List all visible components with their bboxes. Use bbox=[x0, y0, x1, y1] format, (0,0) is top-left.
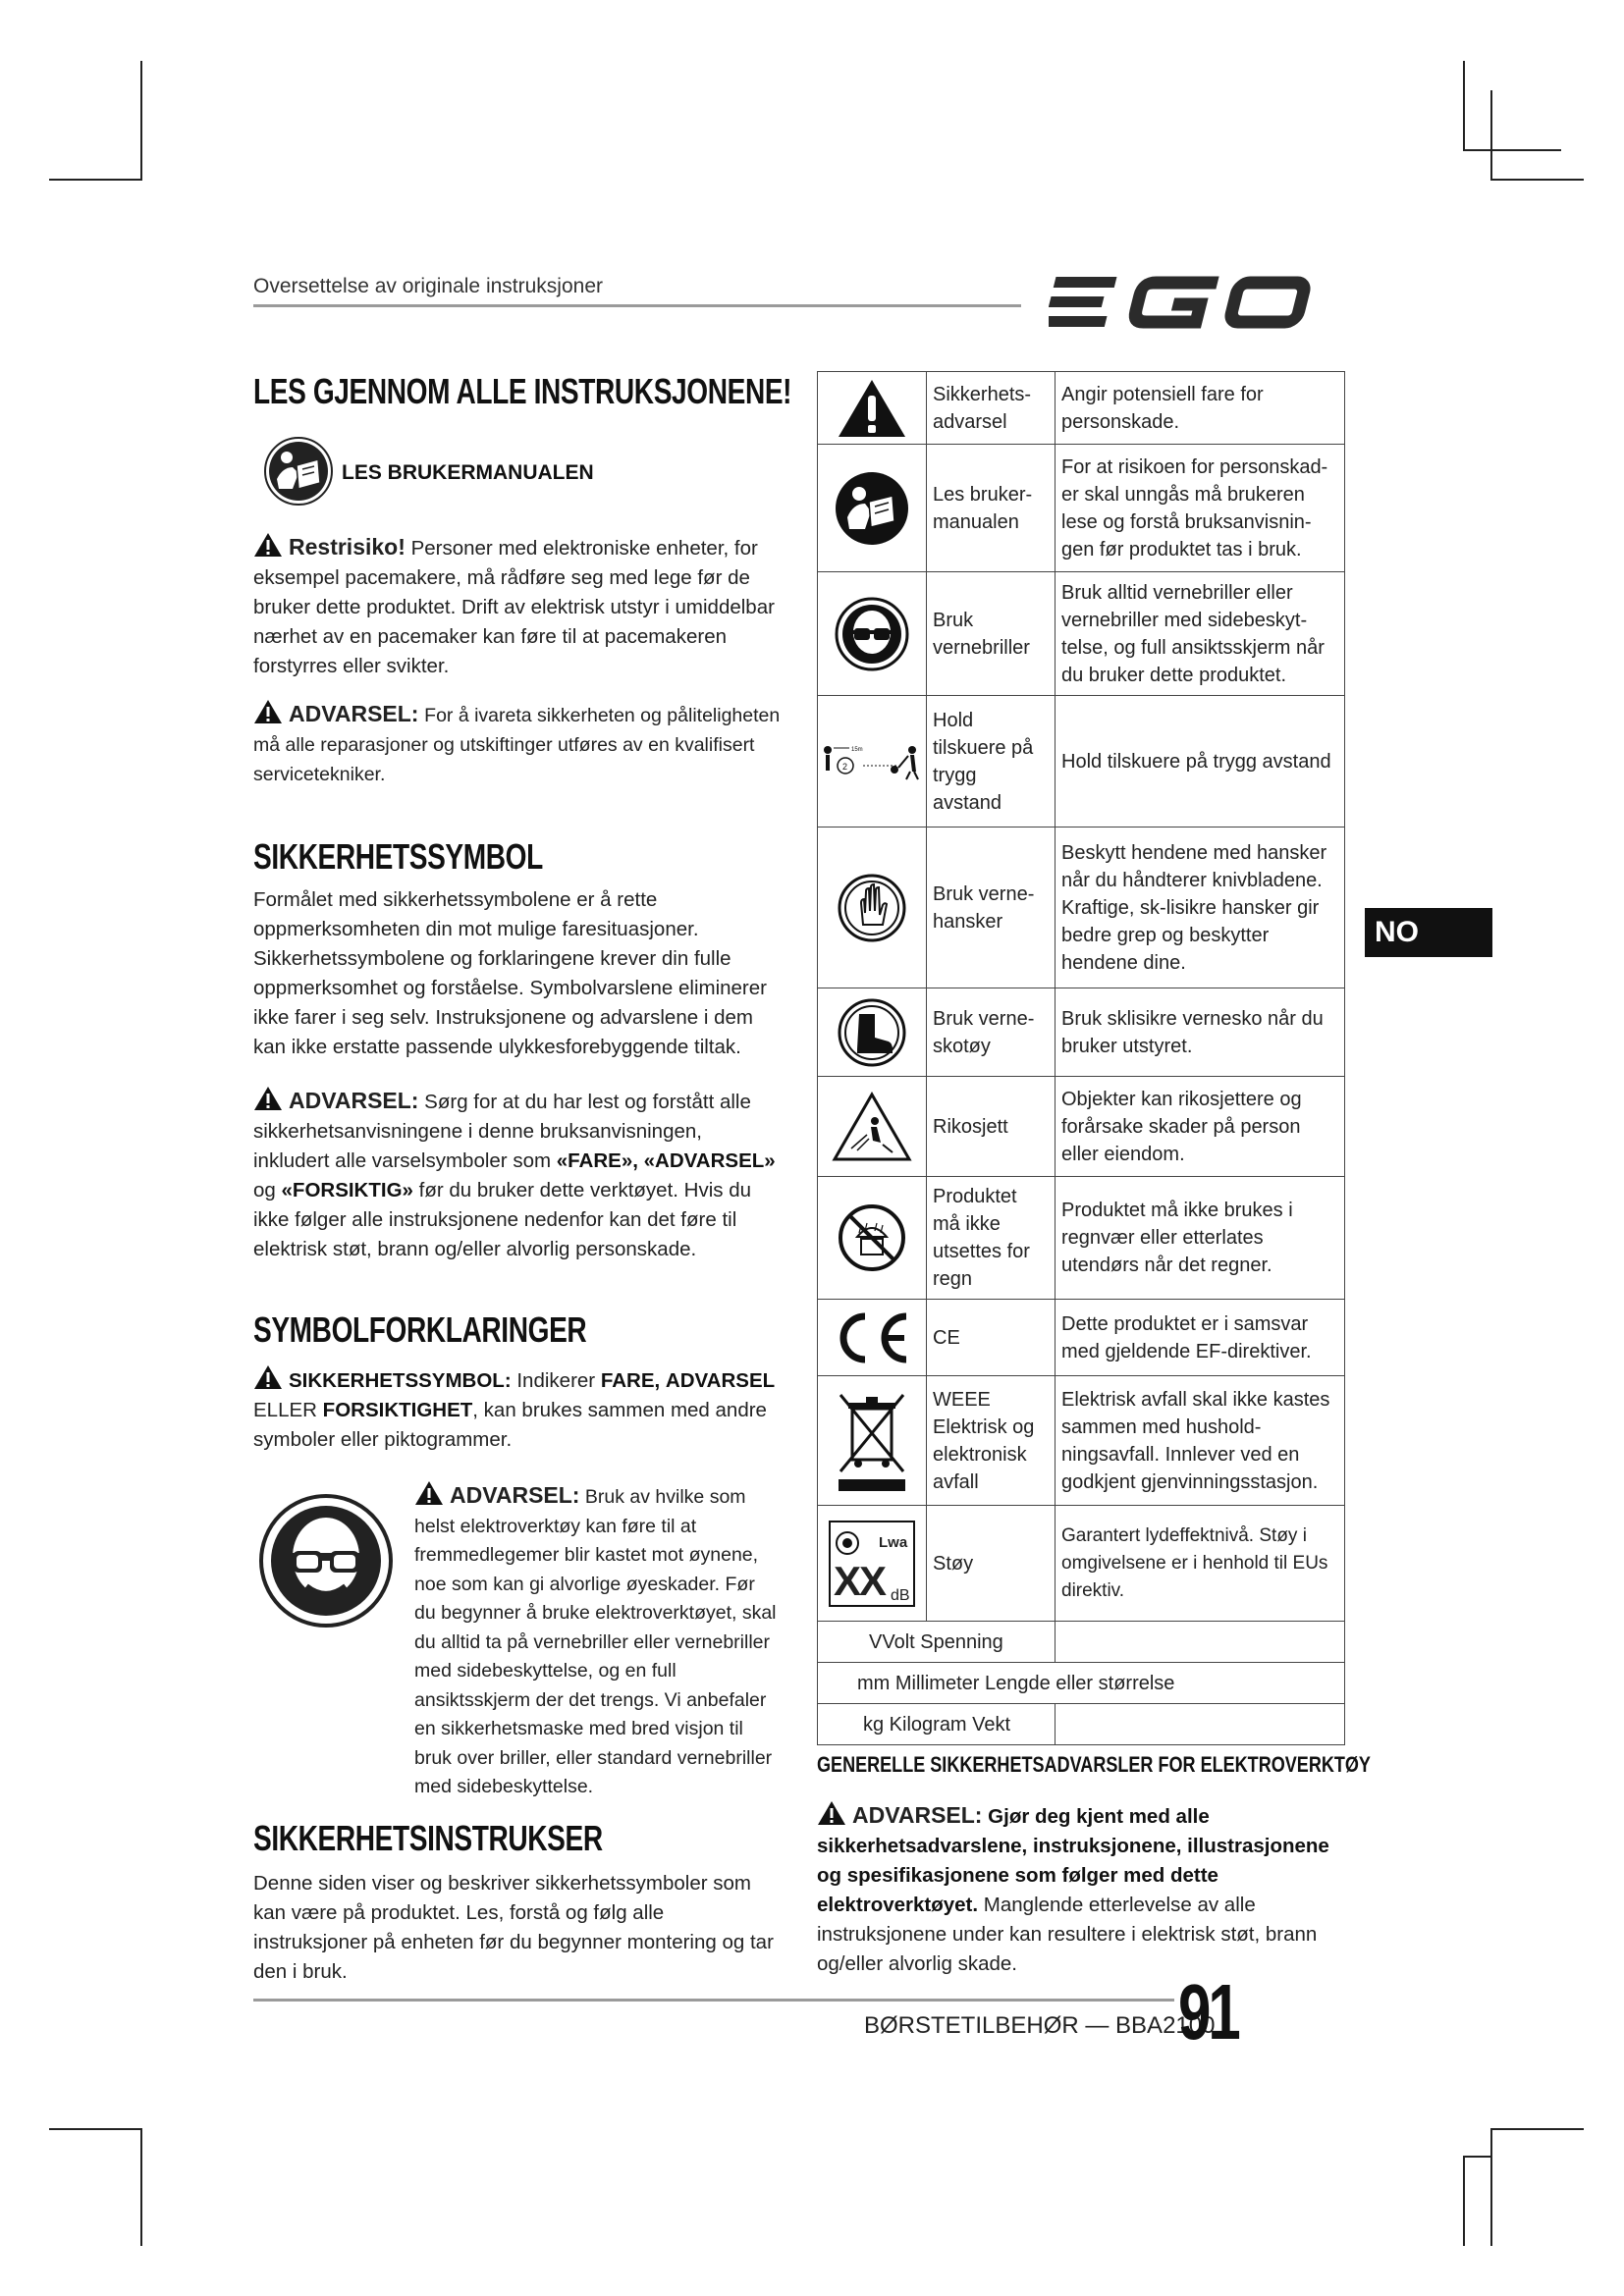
svg-text:15m: 15m bbox=[851, 746, 863, 753]
table-row bbox=[818, 696, 1345, 828]
warning-text: For å ivareta sikkerheten og påliteligheten må alle reparasjoner og utskiftinger utføres av en kvalifisert servicetekniker. bbox=[253, 705, 781, 785]
noise-db-label: dB bbox=[891, 1586, 910, 1604]
symbol-name: Produktet må ikke utsettes for regn bbox=[927, 1177, 1056, 1300]
noise-lwa-label: Lwa bbox=[879, 1533, 908, 1551]
symbol-desc: Dette produktet er i samsvar med gjeldende EF-direktiver. bbox=[1056, 1300, 1345, 1376]
language-tab: NO bbox=[1365, 908, 1492, 957]
warning-triangle-icon bbox=[253, 1364, 283, 1390]
warning-glasses-paragraph bbox=[414, 1480, 780, 1802]
general-warnings-heading: GENERELLE SIKKERHETSADVARSLER FOR ELEKTROVERKTØY bbox=[817, 1752, 1371, 1777]
table-row bbox=[818, 1177, 1345, 1300]
noise-level-icon bbox=[828, 1520, 916, 1608]
symbol-name: CE bbox=[927, 1300, 1056, 1376]
warning-title: ADVARSEL: bbox=[289, 1088, 419, 1113]
safety-glasses-badge bbox=[257, 1492, 395, 1634]
crop-mark bbox=[1463, 2156, 1465, 2246]
symbol-desc: Bruk sklisikre vernesko når du bruker utstyret. bbox=[1056, 988, 1345, 1077]
manual-label: LES BRUKERMANUALEN bbox=[342, 461, 594, 484]
symbol-name: Les bruker-manualen bbox=[927, 445, 1056, 572]
crop-mark bbox=[1490, 2128, 1492, 2246]
table-row bbox=[818, 1376, 1345, 1506]
symbol-name: Bruk verne-hansker bbox=[927, 828, 1056, 988]
unit-kilogram: kg Kilogram Vekt bbox=[818, 1704, 1056, 1745]
symbol-name: Sikkerhets-advarsel bbox=[927, 372, 1056, 445]
gloves-icon bbox=[838, 874, 906, 942]
section-heading-forklaring: SYMBOLFORKLARINGER bbox=[253, 1309, 587, 1350]
warning-text: Manglende etterlevelse av alle instruksjonene under kan resultere i elektrisk støt, brann og/eller alvorlig skade. bbox=[817, 1894, 1318, 1975]
crop-mark bbox=[1463, 2156, 1492, 2158]
crop-mark bbox=[1490, 2128, 1584, 2130]
boots-icon bbox=[838, 998, 906, 1067]
safety-glasses-icon bbox=[835, 597, 909, 671]
crop-mark bbox=[140, 61, 142, 181]
restrisiko-title: Restrisiko! bbox=[289, 534, 406, 560]
section-heading-instr: SIKKERHETSINSTRUKSER bbox=[253, 1818, 603, 1858]
symbol-desc: Angir potensiell fare for personskade. bbox=[1056, 372, 1345, 445]
warning-text: Sørg for at du har lest og forstått alle sikkerhetsanvisningene i denne bruksanvisningen, inkludert alle varselsymboler som bbox=[253, 1091, 751, 1172]
read-manual-icon bbox=[834, 470, 910, 547]
table-row bbox=[818, 572, 1345, 696]
symbol-paragraph: Formålet med sikkerhetssymbolene er å rette oppmerksomheten din mot mulige faresituasjoner. Sikkerhetssymbolene og forklaringene krever din fulle oppmerksomhet og forståelse. Symbolvarslene eliminerer ikke farer i seg selv. Instruksjonene og advarslene i dem kan ikke erstatte passende ulykkesforebyggende tiltak. bbox=[253, 888, 767, 1058]
ego-logo-icon bbox=[1049, 267, 1343, 338]
warning-triangle-icon bbox=[253, 532, 283, 558]
header-rule bbox=[253, 304, 1021, 307]
warning-triangle-icon bbox=[837, 378, 907, 439]
table-row bbox=[818, 1663, 1345, 1704]
table-row bbox=[818, 372, 1345, 445]
unit-millimeter: mm Millimeter Lengde eller størrelse bbox=[818, 1663, 1345, 1704]
symbol-name: Hold tilskuere på trygg avstand bbox=[927, 696, 1056, 828]
symbol-name: Støy bbox=[927, 1506, 1056, 1622]
page-number: 91 bbox=[1178, 1968, 1238, 2056]
read-manual-icon bbox=[263, 436, 334, 507]
svg-text:2: 2 bbox=[842, 761, 848, 772]
table-row bbox=[818, 988, 1345, 1077]
symbol-explain-paragraph bbox=[253, 1364, 788, 1455]
unit-volt: VVolt Spenning bbox=[818, 1622, 1056, 1663]
read-manual-badge bbox=[263, 436, 334, 511]
table-row bbox=[818, 1300, 1345, 1376]
bystander-distance-icon bbox=[820, 742, 924, 781]
table-row bbox=[818, 1704, 1345, 1745]
warning-title: ADVARSEL: bbox=[852, 1802, 983, 1828]
header-subtitle: Oversettelse av originale instruksjoner bbox=[253, 275, 603, 297]
crop-mark bbox=[1490, 90, 1492, 181]
warning-text: før du bruker dette verktøyet. Hvis du ikke følger alle instruksjonene nedenfor kan det føre til elektrisk støt, brann og/eller alvorlig personskade. bbox=[253, 1179, 752, 1260]
no-rain-icon bbox=[838, 1203, 906, 1272]
symbol-advarsel: ADVARSEL bbox=[665, 1369, 776, 1392]
table-row bbox=[818, 1077, 1345, 1177]
warning-bold: Gjør deg kjent med alle sikkerhetsadvarslene, instruksjonene, illustrasjonene og spesifikasjonene som følger med dette elektroverktøyet. bbox=[817, 1805, 1329, 1916]
crop-mark bbox=[49, 2128, 142, 2130]
warning-title: ADVARSEL: bbox=[289, 701, 419, 726]
symbol-title: SIKKERHETSSYMBOL: bbox=[289, 1369, 512, 1392]
symbol-desc: Bruk alltid vernebriller eller vernebriller med sidebeskyt-telse, og full ansiktsskjerm når du bruker dette produktet. bbox=[1056, 572, 1345, 696]
symbol-desc: Beskytt hendene med hansker når du håndterer knivbladene. Kraftige, sk-lisikre hansker gir bedre grep og beskytter hendene dine. bbox=[1056, 828, 1345, 988]
symbol-desc: Garantert lydeffektnivå. Støy i omgivelsene er i henhold til EUs direktiv. bbox=[1056, 1506, 1345, 1622]
symbol-desc: Hold tilskuere på trygg avstand bbox=[1056, 696, 1345, 828]
warning-text: Bruk av hvilke som helst elektroverktøy kan føre til at fremmedlegemer blir kastet mot øynene, noe som kan gi alvorlige øyeskader. Før du begynner å bruke elektroverktøyet, skal du alltid ta på vernebriller eller vernebriller med sidebeskyttelse, og en full ansiktsskjerm der det trengs. Vi anbefaler en sikkerhetsmaske med bred visjon til bruk over briller, eller standard vernebriller med sidebeskyttelse. bbox=[414, 1486, 777, 1797]
symbol-name: WEEE Elektrisk og elektronisk avfall bbox=[927, 1376, 1056, 1506]
warning-repair-paragraph bbox=[253, 699, 784, 789]
weee-bin-icon bbox=[833, 1387, 911, 1495]
warning-triangle-icon bbox=[253, 1086, 283, 1111]
warning-text: og bbox=[253, 1179, 276, 1201]
section-heading-symbol: SIKKERHETSSYMBOL bbox=[253, 836, 543, 877]
table-row bbox=[818, 828, 1345, 988]
warning-bold: «FARE», «ADVARSEL» bbox=[556, 1149, 776, 1172]
symbol-desc: Produktet må ikke brukes i regnvær eller etterlates utendørs når det regner. bbox=[1056, 1177, 1345, 1300]
symbol-eller: ELLER bbox=[253, 1399, 317, 1421]
ce-mark-icon bbox=[828, 1308, 916, 1367]
table-row bbox=[818, 445, 1345, 572]
table-row bbox=[818, 1622, 1345, 1663]
warning-triangle-icon bbox=[414, 1480, 444, 1506]
safety-glasses-icon bbox=[257, 1492, 395, 1629]
symbol-name: Rikosjett bbox=[927, 1077, 1056, 1177]
ego-logo bbox=[1049, 267, 1343, 338]
general-warning-paragraph bbox=[817, 1800, 1352, 1979]
main-heading: LES GJENNOM ALLE INSTRUKSJONENE! bbox=[253, 371, 792, 411]
symbol-name: Bruk verne-skotøy bbox=[927, 988, 1056, 1077]
restrisiko-text: Personer med elektroniske enheter, for eksempel pacemakere, må rådføre seg med lege før de bruker dette produktet. Drift av elektrisk utstyr i umiddelbar nærhet av en pacemaker kan føre til at pacemakeren forstyrres eller svikter. bbox=[253, 537, 775, 677]
symbol-table bbox=[817, 371, 1345, 1745]
warning-read-paragraph bbox=[253, 1086, 784, 1264]
warning-triangle-icon bbox=[817, 1800, 846, 1826]
instr-paragraph: Denne siden viser og beskriver sikkerhetssymboler som kan være på produktet. Les, forstå og følg alle instruksjoner på enheten før du begynner montering og tar den i bruk. bbox=[253, 1872, 774, 1983]
table-row bbox=[818, 1506, 1345, 1622]
noise-xx-label: XX bbox=[834, 1557, 886, 1604]
crop-mark bbox=[1463, 149, 1561, 151]
warning-title: ADVARSEL: bbox=[450, 1482, 580, 1508]
symbol-text: , kan brukes sammen med andre symboler eller piktogrammer. bbox=[253, 1399, 767, 1451]
ricochet-icon bbox=[832, 1092, 912, 1162]
crop-mark bbox=[49, 179, 142, 181]
crop-mark bbox=[1490, 179, 1584, 181]
symbol-name: Bruk vernebriller bbox=[927, 572, 1056, 696]
restrisiko-paragraph bbox=[253, 532, 784, 681]
symbol-desc: Elektrisk avfall skal ikke kastes sammen med hushold-ningsavfall. Innlever ved en godkjent gjenvinningsstasjon. bbox=[1056, 1376, 1345, 1506]
footer-product: BØRSTETILBEHØR — BBA2100 bbox=[864, 2012, 1216, 2039]
symbol-text: Indikerer bbox=[516, 1369, 596, 1392]
symbol-desc: Objekter kan rikosjettere og forårsake skader på person eller eiendom. bbox=[1056, 1077, 1345, 1177]
warning-triangle-icon bbox=[253, 699, 283, 724]
footer-rule bbox=[253, 1999, 1174, 2002]
symbol-desc: For at risikoen for personskad-er skal unngås må brukeren lese og forstå bruksanvisnin-gen før produktet tas i bruk. bbox=[1056, 445, 1345, 572]
symbol-forsiktighet: FORSIKTIGHET bbox=[322, 1399, 473, 1421]
crop-mark bbox=[1463, 61, 1465, 151]
warning-bold: «FORSIKTIG» bbox=[281, 1179, 413, 1201]
symbol-fare: FARE, bbox=[600, 1369, 661, 1392]
crop-mark bbox=[140, 2128, 142, 2246]
